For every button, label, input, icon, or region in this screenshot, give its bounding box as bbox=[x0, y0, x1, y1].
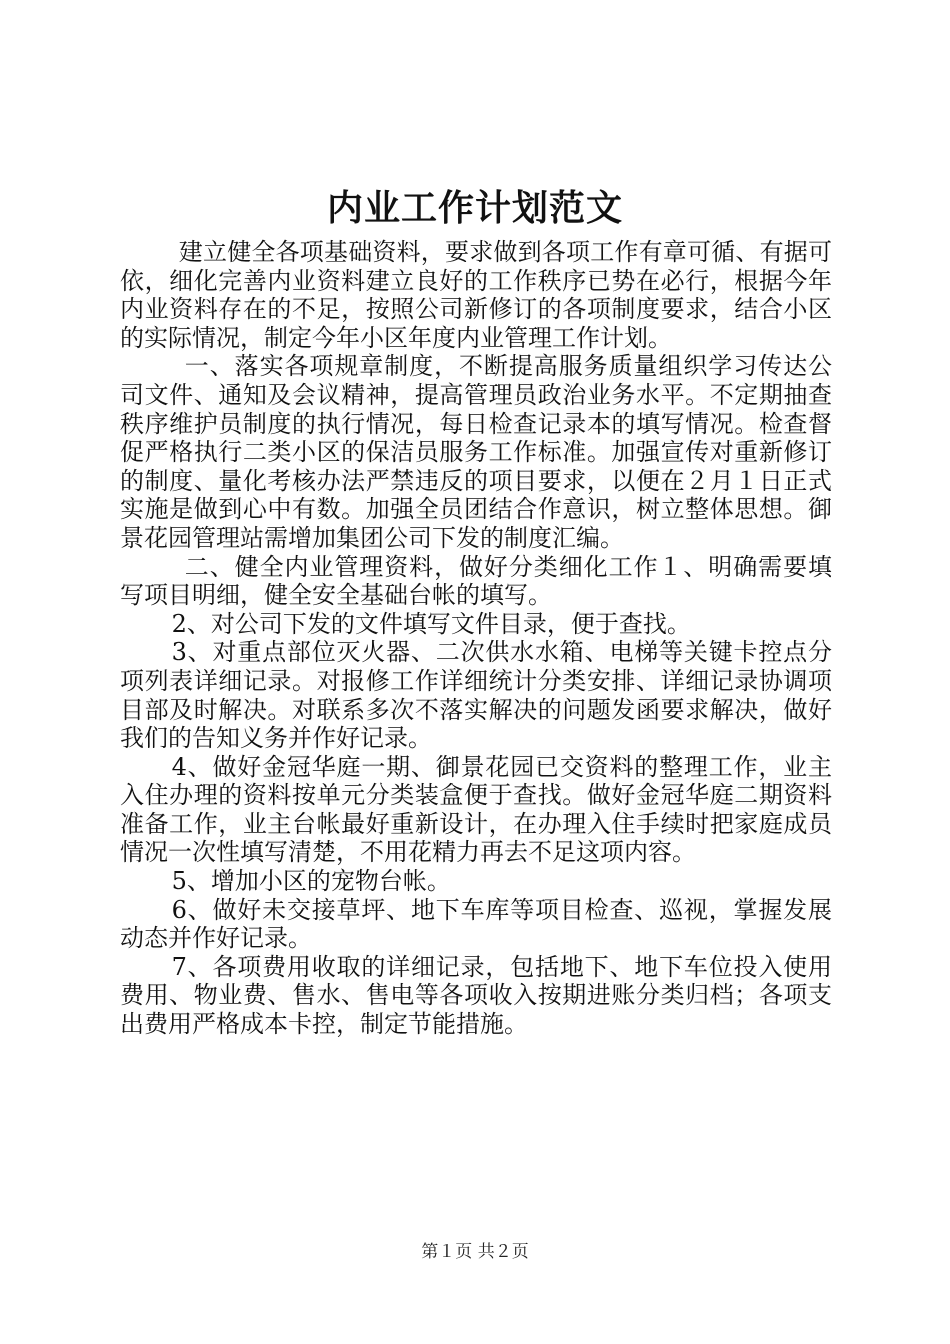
page-footer: 第１页 共２页 bbox=[421, 1242, 529, 1262]
document-body bbox=[120, 238, 832, 1039]
item-4-paragraph: 4、做好金冠华庭一期、御景花园已交资料的整理工作，业主入住办理的资料按单元分类装盒便于查找。做好金冠华庭二期资料准备工作，业主台帐最好重新设计，在办理入住手续时把家庭成员情况一次性填写清楚，不用花精力再去不足这项内容。 bbox=[120, 752, 832, 867]
item-7-paragraph: 7、各项费用收取的详细记录，包括地下、地下车位投入使用费用、物业费、售水、售电等各项收入按期进账分类归档；各项支出费用严格成本卡控，制定节能措施。 bbox=[120, 952, 832, 1039]
section-one-paragraph: 一、落实各项规章制度，不断提高服务质量组织学习传达公司文件、通知及会议精神，提高管理员政治业务水平。不定期抽查秩序维护员制度的执行情况，每日检查记录本的填写情况。检查督促严格执行二类小区的保洁员服务工作标准。加强宣传对重新修订的制度、量化考核办法严禁违反的项目要求，以便在２月１日正式实施是做到心中有数。加强全员团结合作意识，树立整体思想。御景花园管理站需增加集团公司下发的制度汇编。 bbox=[120, 352, 832, 552]
intro-paragraph: 建立健全各项基础资料，要求做到各项工作有章可循、有据可依，细化完善内业资料建立良好的工作秩序已势在必行，根据今年内业资料存在的不足，按照公司新修订的各项制度要求，结合小区的实际情况，制定今年小区年度内业管理工作计划。 bbox=[120, 238, 832, 352]
item-3-paragraph: 3、对重点部位灭火器、二次供水水箱、电梯等关键卡控点分项列表详细记录。对报修工作详细统计分类安排、详细记录协调项目部及时解决。对联系多次不落实解决的问题发函要求解决，做好我们的告知义务并作好记录。 bbox=[120, 638, 832, 753]
item-5-paragraph: 5、增加小区的宠物台帐。 bbox=[171, 867, 451, 896]
section-two-paragraph: 二、健全内业管理资料，做好分类细化工作１、明确需要填写项目明细，健全安全基础台帐的填写。 bbox=[120, 552, 832, 610]
item-6-paragraph: 6、做好未交接草坪、地下车库等项目检查、巡视，掌握发展动态并作好记录。 bbox=[120, 895, 832, 953]
document-title: 内业工作计划范文 bbox=[326, 187, 623, 229]
item-2-paragraph: 2、对公司下发的文件填写文件目录，便于查找。 bbox=[171, 609, 691, 638]
